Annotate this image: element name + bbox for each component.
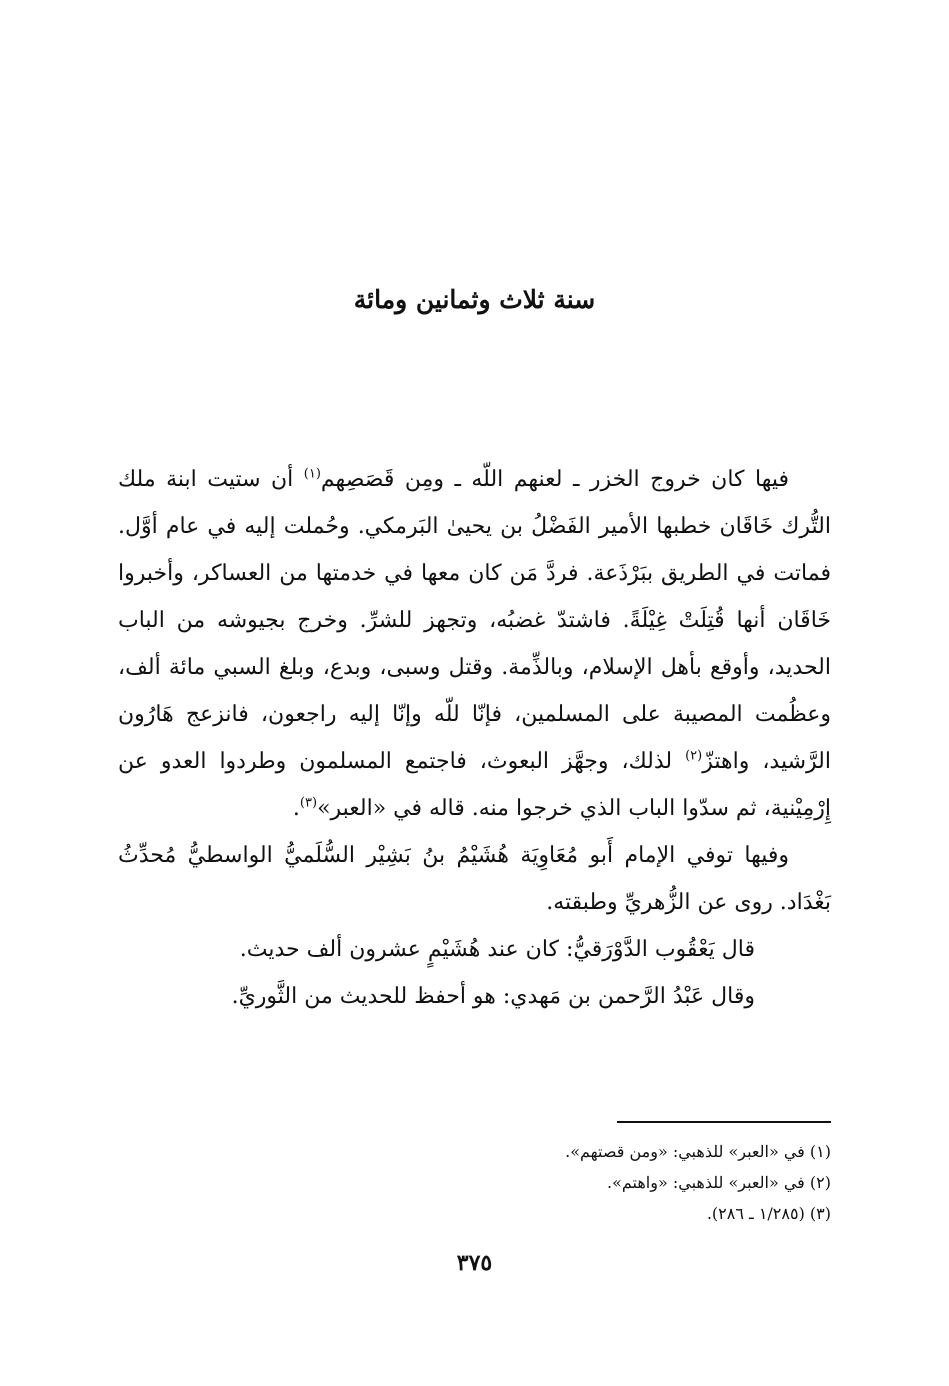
footnote-1: (١) في «العبر» للذهبي: «ومن قصتهم». [565,1142,831,1161]
paragraph-1-text-c: لذلك، وجهَّز البعوث، فاجتمع المسلمون وطردوا العدو عن إِرْمِيْنية، ثم سدّوا الباب الذي خرجوا منه. قاله في «العبر» [118,749,831,821]
main-text [118,456,831,1020]
footnote-3: (٣) (١/٢٨٥ ـ ٢٨٦). [706,1204,831,1223]
paragraph-2: وفيها توفي الإمام أَبو مُعَاوِيَة هُشَيْمُ بنُ بَشِيْر السُّلَميُّ الواسطيُّ مُحدِّثُ بَغْدَاد. روى عن الزُّهريِّ وطبقته. [118,843,831,915]
footnote-2: (٢) في «العبر» للذهبي: «واهتم». [607,1173,831,1192]
paragraph-1-text-b: أن ستيت ابنة ملك التُّرك خَاقَان خطبها الأمير الفَضْلُ بن يحيىٰ البَرمكي. وحُملت إليه في عام أوَّل. فماتت في الطريق ببَرْذَعة. فردَّ مَن كان معها في خدمتها من العساكر، وأخبروا خَاقَان أنها قُتِلَتْ غِيْلَةً. فاشتدّ غضبُه، وتجهز للشرِّ. وخرج بجيوشه من الباب الحديد، وأوقع بأهل الإسلام، وبالذِّمة. وقتل وسبى، وبدع، وبلغ السبي مائة ألف، وعظُمت المصيبة على المسلمين، فإنّا للّه وإنّا إليه راجعون، فانزعج هَارُون الرَّشيد، واهتزّ [118,467,831,774]
footnote-ref-1: (١) [303,466,321,482]
paragraph-1 [118,456,831,832]
paragraph-3: قال يَعْقُوب الدَّوْرَقيُّ: كان عند هُشَيْمٍ عشرون ألف حديث. [239,937,755,962]
page-number: ٣٧٥ [456,1250,493,1276]
footnote-ref-2: (٢) [685,748,703,764]
chapter-title: سنة ثلاث وثمانين ومائة [353,285,596,314]
paragraph-1-text-d: . [292,796,300,821]
footnotes [118,1136,831,1229]
paragraph-1-text-a: فيها كان خروج الخزر ـ لعنهم اللّه ـ ومِن قَصَصِهم [320,467,789,492]
footnote-divider [617,1121,831,1123]
paragraph-4: وقال عَبْدُ الرَّحمن بن مَهدي: هو أحفظ للحديث من الثَّوريِّ. [231,984,755,1009]
footnote-ref-3: (٣) [299,795,318,811]
